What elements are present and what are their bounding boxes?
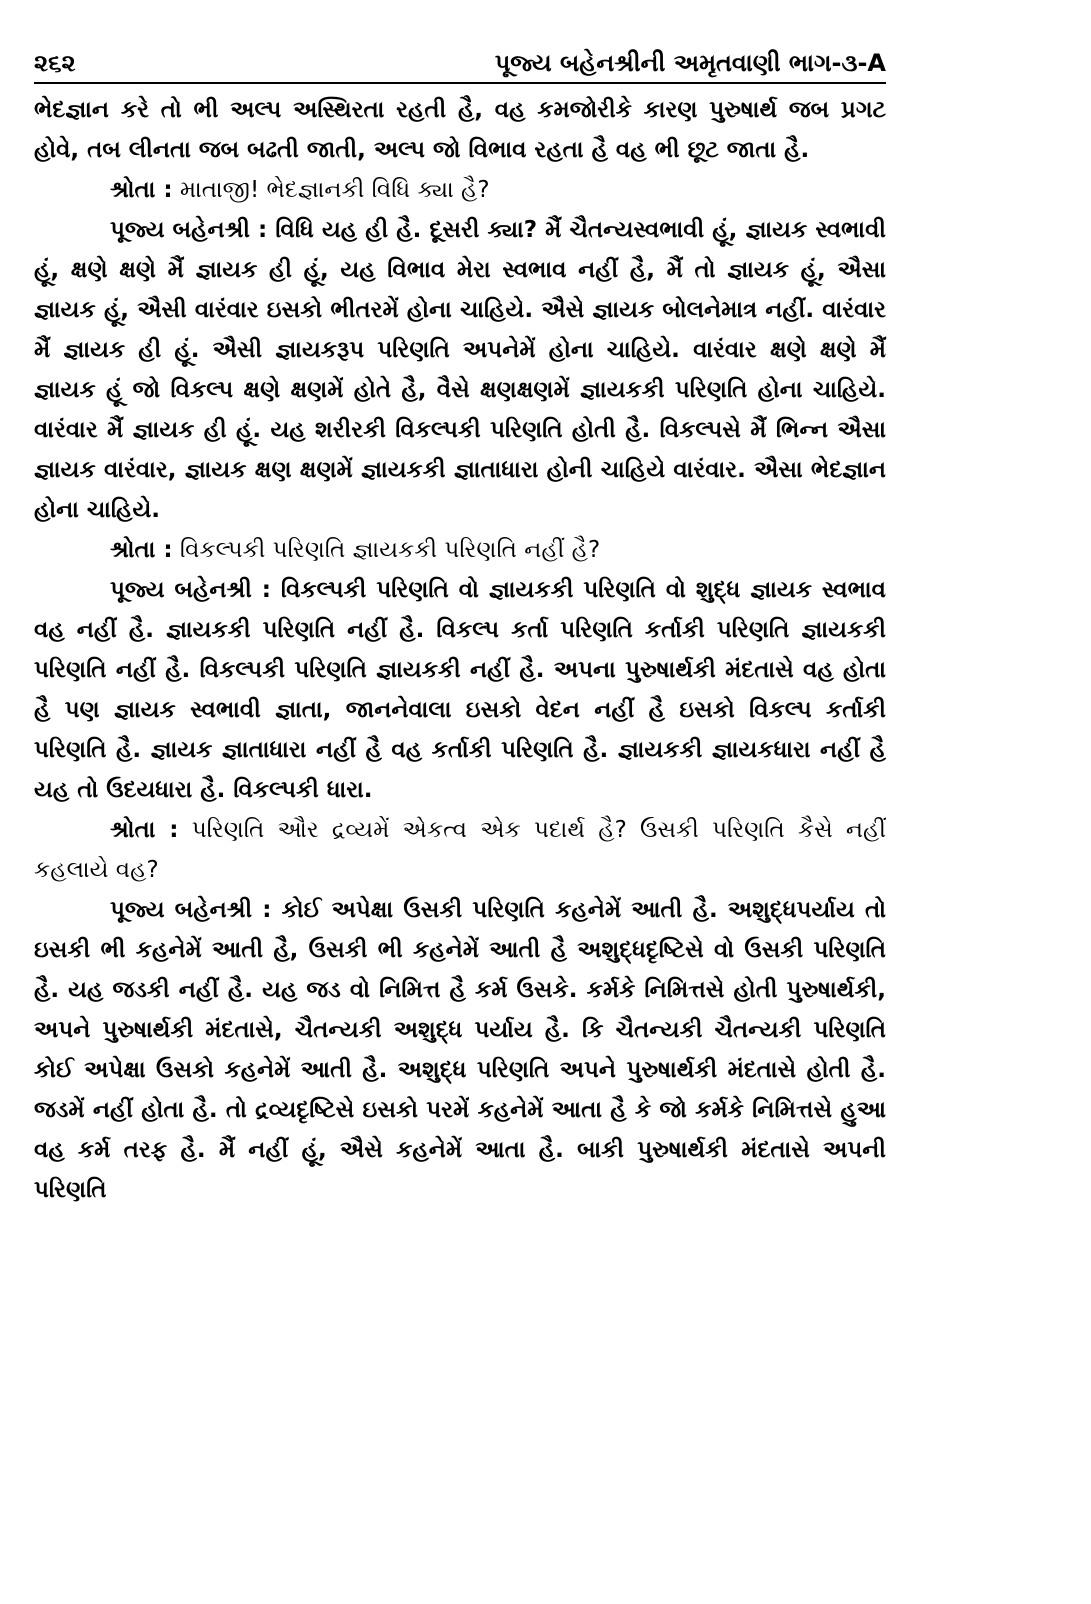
speaker-label: શ્રોતા : <box>110 177 173 203</box>
running-title: પૂજ્ય બહેનશ્રીની અમૃતવાણી ભાગ-૩-A <box>494 49 886 77</box>
paragraph-bahenshri-answer <box>34 570 886 810</box>
paragraph-continuation <box>34 90 886 170</box>
paragraph-text: પરિણતિ ઔર દ્રવ્યમેં એકત્વ એક પદાર્થ હૈ? ઉસકી પરિણતિ કૈસે નહીં કહલાયે વહ? <box>34 817 886 883</box>
speaker-label: શ્રોતા : <box>110 817 179 843</box>
paragraph-listener-question <box>34 170 886 210</box>
paragraph-text: કોઈ અપેક્ષા ઉસકી પરિણતિ કહનેમેં આતી હૈ. અશુદ્ધપર્યાય તો ઇસકી ભી કહનેમેં આતી હૈ, ઉસકી ભી કહનેમેં આતી હૈ અશુદ્ધદૃષ્ટિસે વો ઉસકી પરિણતિ હૈ. યહ જડકી નહીં હૈ. યહ જડ વો નિમિત્ત હૈ કર્મ ઉસકે. કર્મકે નિમિત્તસે હોતી પુરુષાર્થકી, અપને પુરુષાર્થકી મંદતાસે, ચૈતન્યકી અશુદ્ધ પર્યાય હૈ. કિ ચૈતન્યકી ચૈતન્યકી પરિણતિ કોઈ અપેક્ષા ઉસકો કહનેમેં આતી હૈ. અશુદ્ધ પરિણતિ અપને પુરુષાર્થકી મંદતાસે હોતી હૈ. જડમેં નહીં હોતા હૈ. તો દ્રવ્યદૃષ્ટિસે ઇસકો પરમેં કહનેમેં આતા હૈ કે જો કર્મકે નિમિત્તસે હુઆ વહ કર્મ તરફ હૈ. મૈં નહીં હૂં, ઐસે કહનેમેં આતા હૈ. બાકી પુરુષાર્થકી મંદતાસે અપની પરિણતિ <box>34 897 886 1203</box>
speaker-label: પૂજ્ય બહેનશ્રી : <box>110 897 272 923</box>
page-body <box>34 90 886 1210</box>
speaker-label: પૂજ્ય બહેનશ્રી : <box>110 577 271 603</box>
page-header <box>34 40 886 84</box>
paragraph-listener-question <box>34 810 886 890</box>
speaker-label: પૂજ્ય બહેનશ્રી : <box>110 217 268 243</box>
paragraph-listener-question <box>34 530 886 570</box>
speaker-label: શ્રોતા : <box>110 537 173 563</box>
page-number: ૨૬૨ <box>34 49 76 77</box>
paragraph-text: માતાજી! ભેદજ્ઞાનકી વિધિ ક્યા હૈ? <box>172 177 490 203</box>
paragraph-text: વિકલ્પકી પરિણતિ જ્ઞાયકકી પરિણતિ નહીં હૈ? <box>172 537 601 563</box>
document-page <box>34 40 886 1210</box>
paragraph-text: વિધિ યહ હી હૈ. દૂસરી ક્યા? મૈં ચૈતન્યસ્વભાવી હૂં, જ્ઞાયક સ્વભાવી હૂં, ક્ષણે ક્ષણે મૈં જ્ઞાયક હી હૂં, યહ વિભાવ મેરા સ્વભાવ નહીં હૈ, મૈં તો જ્ઞાયક હૂં, ઐસા જ્ઞાયક હૂં, ઐસી વારંવાર ઇસકો ભીતરમેં હોના ચાહિયે. ઐસે જ્ઞાયક બોલનેમાત્ર નહીં. વારંવાર મૈં જ્ઞાયક હી હૂં. ઐસી જ્ઞાયકરૂપ પરિણતિ અપનેમેં હોના ચાહિયે. વારંવાર ક્ષણે ક્ષણે મૈં જ્ઞાયક હૂં જો વિકલ્પ ક્ષણે ક્ષણમેં હોતે હૈ, વૈસે ક્ષણક્ષણમેં જ્ઞાયકકી પરિણતિ હોના ચાહિયે. વારંવાર મૈં જ્ઞાયક હી હૂં. યહ શરીરકી વિકલ્પકી પરિણતિ હોતી હૈ. વિકલ્પસે મૈં ભિન્ન ઐસા જ્ઞાયક વારંવાર, જ્ઞાયક ક્ષણ ક્ષણમેં જ્ઞાયકકી જ્ઞાતાધારા હોની ચાહિયે વારંવાર. ઐસા ભેદજ્ઞાન હોના ચાહિયે. <box>34 217 886 523</box>
paragraph-text: વિકલ્પકી પરિણતિ વો જ્ઞાયકકી પરિણતિ વો શુદ્ધ જ્ઞાયક સ્વભાવ વહ નહીં હૈ. જ્ઞાયકકી પરિણતિ નહીં હૈ. વિકલ્પ કર્તા પરિણતિ કર્તાકી પરિણતિ જ્ઞાયકકી પરિણતિ નહીં હૈ. વિકલ્પકી પરિણતિ જ્ઞાયકકી નહીં હૈ. અપના પુરુષાર્થકી મંદતાસે વહ હોતા હૈ પણ જ્ઞાયક સ્વભાવી જ્ઞાતા, જાનનેવાલા ઇસકો વેદન નહીં હૈ ઇસકો વિકલ્પ કર્તાકી પરિણતિ હૈ. જ્ઞાયક જ્ઞાતાધારા નહીં હૈ વહ કર્તાકી પરિણતિ હૈ. જ્ઞાયકકી જ્ઞાયકધારા નહીં હૈ યહ તો ઉદયધારા હૈ. વિકલ્પકી ધારા. <box>34 577 886 803</box>
paragraph-bahenshri-answer <box>34 210 886 530</box>
paragraph-bahenshri-answer <box>34 890 886 1210</box>
paragraph-text: ભેદજ્ઞાન કરે તો ભી અલ્પ અસ્થિરતા રહતી હૈ, વહ કમજોરીકે કારણ પુરુષાર્થ જબ પ્રગટ હોવે, તબ લીનતા જબ બઢતી જાતી, અલ્પ જો વિભાવ રહતા હૈ વહ ભી છૂટ જાતા હૈ. <box>34 97 886 163</box>
